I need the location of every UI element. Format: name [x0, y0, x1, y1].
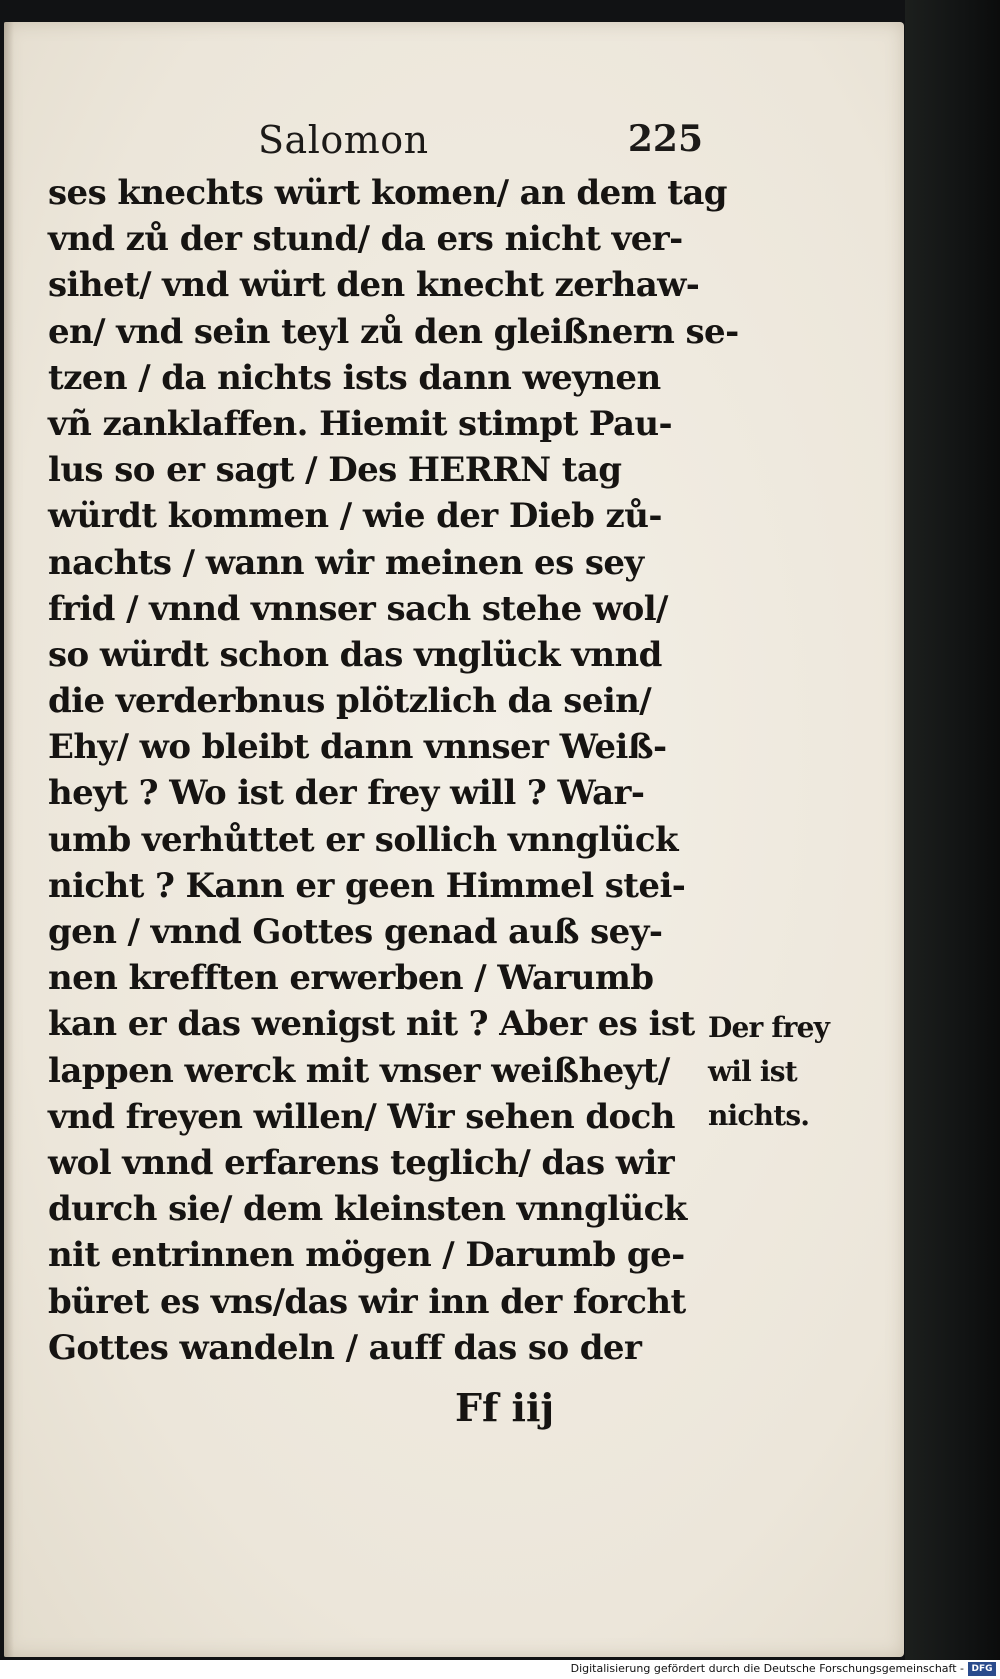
text-line: tzen / da nichts ists dann weynen [48, 357, 661, 398]
text-line: würdt kommen / wie der Dieb zů- [48, 496, 662, 537]
marginal-note-line: wil ist [708, 1055, 797, 1088]
body-text [48, 170, 739, 1371]
text-line: durch sie/ dem kleinsten vnnglück [48, 1189, 687, 1230]
text-line: so würdt schon das vnglück vnnd [48, 634, 662, 675]
dfg-logo: DFG [968, 1662, 996, 1676]
footer-credit: Digitalisierung gefördert durch die Deutsche Forschungsgemeinschaft - [570, 1662, 964, 1675]
text-line: Gottes wandeln / auff das so der [48, 1327, 642, 1368]
text-line: nachts / wann wir meinen es sey [48, 542, 644, 583]
text-line: frid / vnnd vnnser sach stehe wol/ [48, 588, 668, 629]
text-line: lus so er sagt / Des HERRN tag [48, 450, 622, 491]
text-line: sihet/ vnd würt den knecht zerhaw- [48, 265, 700, 306]
text-line: ses knechts würt komen/ an dem tag [48, 173, 727, 213]
book-edge [905, 0, 1000, 1679]
signature-mark: Ff iij [455, 1385, 555, 1430]
text-line: vnd zů der stund/ da ers nicht ver- [48, 219, 683, 260]
running-head: Salomon [258, 118, 429, 162]
text-line: wol vnnd erfarens teglich/ das wir [48, 1142, 675, 1183]
marginal-note-line: nichts. [708, 1099, 810, 1132]
text-line: Ehy/ wo bleibt dann vnnser Weiß- [48, 727, 667, 768]
text-line: die verderbnus plötzlich da sein/ [48, 681, 652, 722]
text-line: en/ vnd sein teyl zů den gleißnern se- [48, 311, 739, 352]
text-line: nen krefften erwerben / Warumb [48, 958, 654, 999]
text-line: vñ zanklaffen. Hiemit stimpt Pau- [48, 403, 673, 444]
marginal-note-line: Der frey [708, 1011, 830, 1044]
text-line: nicht ? Kann er geen Himmel stei- [48, 865, 686, 906]
text-line: gen / vnnd Gottes genad auß sey- [48, 912, 663, 952]
marginal-note [708, 1006, 838, 1138]
text-line: lappen werck mit vnser weißheyt/ [48, 1050, 670, 1091]
text-line: kan er das wenigst nit ? Aber es ist [48, 1004, 695, 1045]
page-number: 225 [627, 118, 703, 160]
text-line: vnd freyen willen/ Wir sehen doch [48, 1096, 675, 1137]
page-gutter-shadow [4, 22, 14, 1657]
text-line: nit entrinnen mögen / Darumb ge- [48, 1235, 685, 1276]
text-line: büret es vns/das wir inn der forcht [48, 1281, 686, 1322]
text-line: umb verhůttet er sollich vnnglück [48, 819, 678, 860]
text-line: heyt ? Wo ist der frey will ? War- [48, 773, 645, 814]
digitization-footer [0, 1660, 1000, 1679]
page-header [48, 118, 703, 168]
